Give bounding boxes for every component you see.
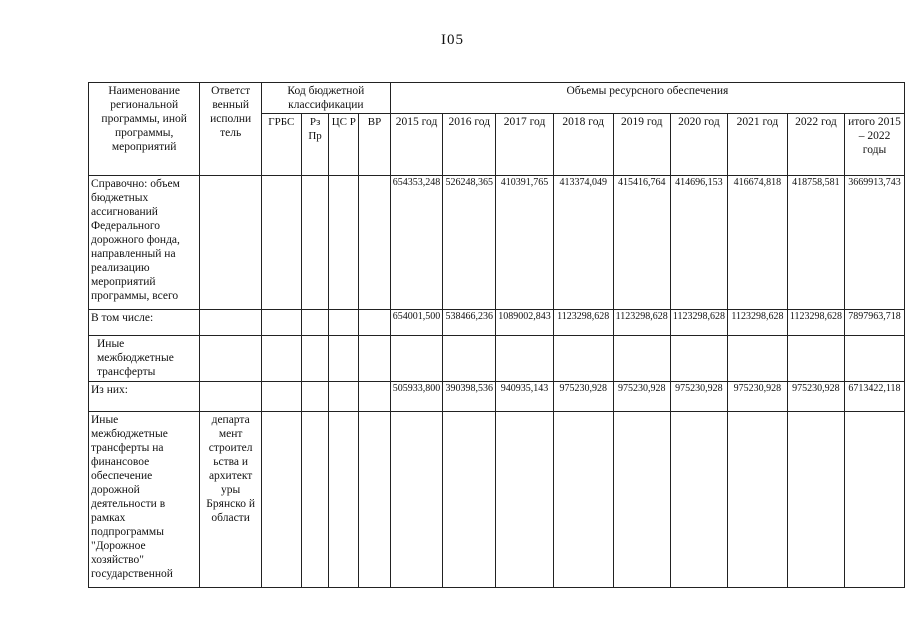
value-cell xyxy=(727,336,787,382)
value-cell: 975230,928 xyxy=(787,382,844,412)
table-row xyxy=(89,382,905,412)
value-cell xyxy=(787,336,844,382)
code-cell xyxy=(359,382,391,412)
code-cell xyxy=(261,336,301,382)
value-cell xyxy=(670,336,727,382)
code-cell xyxy=(261,382,301,412)
code-cell xyxy=(301,382,329,412)
code-cell xyxy=(301,310,329,336)
code-cell xyxy=(261,412,301,588)
header-resources-group: Объемы ресурсного обеспечения xyxy=(390,83,904,114)
row-name: Из них: xyxy=(89,382,200,412)
table-row xyxy=(89,412,905,588)
value-cell xyxy=(553,336,613,382)
code-cell xyxy=(301,336,329,382)
page-number: I05 xyxy=(441,32,464,48)
value-cell xyxy=(443,412,496,588)
value-cell: 414696,153 xyxy=(670,176,727,310)
header-executor-col: Ответст венный исполни тель xyxy=(200,83,262,176)
code-cell xyxy=(261,310,301,336)
value-cell xyxy=(443,336,496,382)
value-cell xyxy=(845,336,905,382)
header-year-2022: 2022 год xyxy=(787,114,844,176)
table-row xyxy=(89,336,905,382)
value-cell: 7897963,718 xyxy=(845,310,905,336)
header-code-rzpr: Рз Пр xyxy=(301,114,329,176)
code-cell xyxy=(301,412,329,588)
value-cell: 1123298,628 xyxy=(553,310,613,336)
value-cell xyxy=(787,412,844,588)
code-cell xyxy=(329,336,359,382)
value-cell: 538466,236 xyxy=(443,310,496,336)
value-cell: 975230,928 xyxy=(727,382,787,412)
value-cell: 418758,581 xyxy=(787,176,844,310)
header-name-col: Наименование региональной программы, иной программы, мероприятий xyxy=(89,83,200,176)
row-executor xyxy=(200,310,262,336)
header-year-2020: 2020 год xyxy=(670,114,727,176)
value-cell: 940935,143 xyxy=(496,382,554,412)
row-executor xyxy=(200,176,262,310)
value-cell: 654353,248 xyxy=(390,176,443,310)
value-cell: 390398,536 xyxy=(443,382,496,412)
value-cell: 1123298,628 xyxy=(787,310,844,336)
value-cell: 6713422,118 xyxy=(845,382,905,412)
row-executor: департа мент строител ьства и архитект уры Брянско й области xyxy=(200,412,262,588)
code-cell xyxy=(261,176,301,310)
code-cell xyxy=(329,412,359,588)
table-header-row xyxy=(89,83,905,114)
value-cell xyxy=(390,412,443,588)
header-year-2021: 2021 год xyxy=(727,114,787,176)
value-cell xyxy=(727,412,787,588)
value-cell xyxy=(496,412,554,588)
table-row xyxy=(89,310,905,336)
value-cell xyxy=(670,412,727,588)
header-year-total: итого 2015 – 2022 годы xyxy=(845,114,905,176)
value-cell: 410391,765 xyxy=(496,176,554,310)
value-cell xyxy=(390,336,443,382)
header-year-2016: 2016 год xyxy=(443,114,496,176)
value-cell: 1123298,628 xyxy=(727,310,787,336)
row-name: В том числе: xyxy=(89,310,200,336)
value-cell xyxy=(613,336,670,382)
value-cell: 975230,928 xyxy=(670,382,727,412)
value-cell xyxy=(845,412,905,588)
row-executor xyxy=(200,382,262,412)
value-cell: 1123298,628 xyxy=(613,310,670,336)
code-cell xyxy=(359,336,391,382)
header-year-2017: 2017 год xyxy=(496,114,554,176)
value-cell: 415416,764 xyxy=(613,176,670,310)
value-cell: 975230,928 xyxy=(553,382,613,412)
row-executor xyxy=(200,336,262,382)
header-year-2015: 2015 год xyxy=(390,114,443,176)
code-cell xyxy=(359,310,391,336)
value-cell: 3669913,743 xyxy=(845,176,905,310)
value-cell: 526248,365 xyxy=(443,176,496,310)
value-cell: 505933,800 xyxy=(390,382,443,412)
value-cell: 416674,818 xyxy=(727,176,787,310)
header-year-2018: 2018 год xyxy=(553,114,613,176)
value-cell: 654001,500 xyxy=(390,310,443,336)
header-code-vr: ВР xyxy=(359,114,391,176)
code-cell xyxy=(329,382,359,412)
value-cell xyxy=(496,336,554,382)
row-name: Иные межбюджетные трансферты на финансовое обеспечение дорожной деятельности в рамках подпрограммы "Дорожное хозяйство" государственной xyxy=(89,412,200,588)
code-cell xyxy=(301,176,329,310)
code-cell xyxy=(359,412,391,588)
value-cell: 1089002,843 xyxy=(496,310,554,336)
table-row xyxy=(89,176,905,310)
value-cell xyxy=(553,412,613,588)
row-name: Иные межбюджетные трансферты xyxy=(89,336,200,382)
header-code-grbs: ГРБС xyxy=(261,114,301,176)
header-code-csr: ЦС Р xyxy=(329,114,359,176)
row-name: Справочно: объем бюджетных ассигнований Федерального дорожного фонда, направленный на реализацию мероприятий программы, всего xyxy=(89,176,200,310)
budget-table xyxy=(88,82,905,588)
code-cell xyxy=(359,176,391,310)
header-year-2019: 2019 год xyxy=(613,114,670,176)
value-cell: 1123298,628 xyxy=(670,310,727,336)
code-cell xyxy=(329,310,359,336)
value-cell xyxy=(613,412,670,588)
header-budget-code-group: Код бюджетной классификации xyxy=(261,83,390,114)
value-cell: 975230,928 xyxy=(613,382,670,412)
code-cell xyxy=(329,176,359,310)
value-cell: 413374,049 xyxy=(553,176,613,310)
